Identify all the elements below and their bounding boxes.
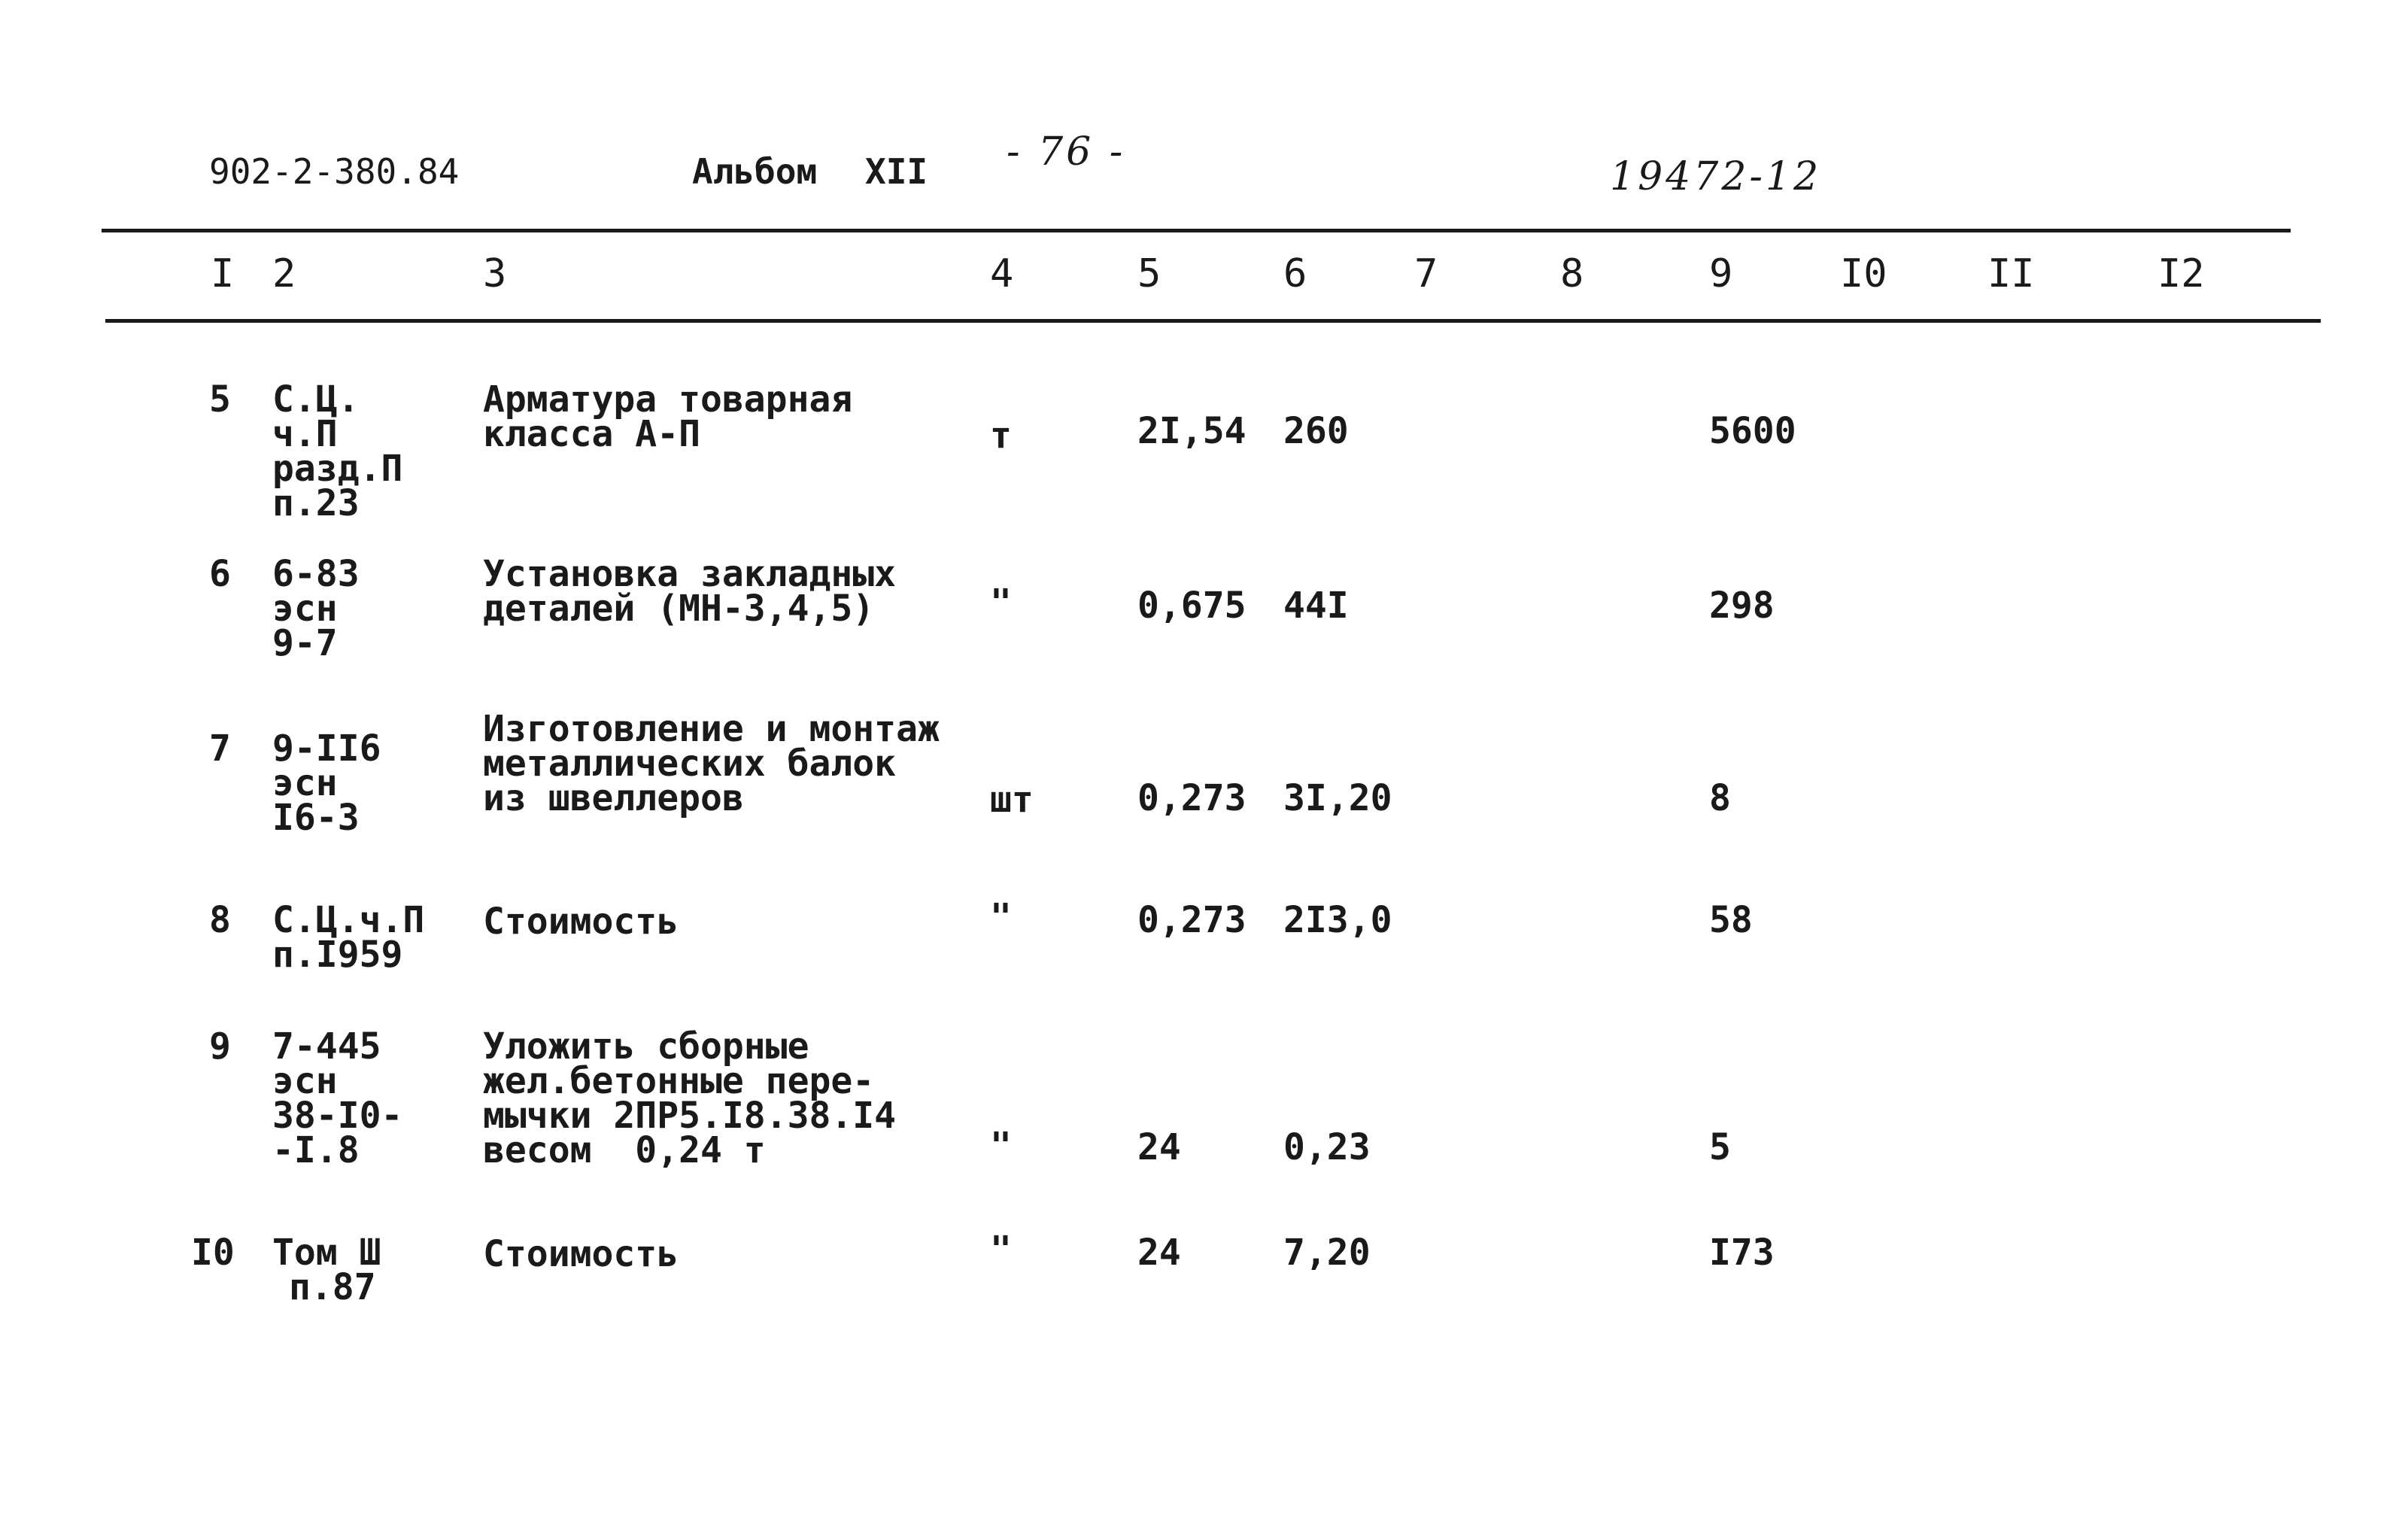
description-line: деталей (МН-3,4,5) xyxy=(483,588,875,630)
description-line: Уложить сборные xyxy=(483,1025,809,1068)
column-header-3: 3 xyxy=(483,251,507,296)
ref-line: разд.П xyxy=(272,448,403,490)
column-header-7: 7 xyxy=(1414,251,1438,296)
unit-price: 44I xyxy=(1283,585,1349,627)
unit: " xyxy=(990,1125,1012,1167)
unit: т xyxy=(990,415,1012,457)
description-line: металлических балок xyxy=(483,743,897,785)
column-header-9: 9 xyxy=(1709,251,1733,296)
row-number: 7 xyxy=(209,728,231,770)
unit-price: 2I3,0 xyxy=(1283,899,1392,941)
ref-line: эсн xyxy=(272,588,338,630)
ref-line: -I.8 xyxy=(272,1129,360,1171)
quantity: 24 xyxy=(1137,1232,1181,1274)
description-line: Установка закладных xyxy=(483,553,897,595)
inventory-number: 19472-12 xyxy=(1610,154,1822,199)
total-cost: 8 xyxy=(1709,777,1731,819)
header-bottom-rule xyxy=(105,319,2321,323)
ref-line: С.Ц. xyxy=(272,378,360,421)
column-header-11: II xyxy=(1987,251,2035,296)
column-header-8: 8 xyxy=(1560,251,1584,296)
description-line: Стоимость xyxy=(483,1233,679,1275)
quantity: 24 xyxy=(1137,1126,1181,1168)
unit-price: 3I,20 xyxy=(1283,777,1392,819)
total-cost: I73 xyxy=(1709,1232,1775,1274)
row-number: 8 xyxy=(209,899,231,941)
unit: шт xyxy=(990,779,1034,821)
quantity: 0,273 xyxy=(1137,777,1247,819)
quantity: 2I,54 xyxy=(1137,410,1247,452)
description-line: мычки 2ПР5.I8.38.I4 xyxy=(483,1095,897,1137)
quantity: 0,675 xyxy=(1137,585,1247,627)
description-line: весом 0,24 т xyxy=(483,1129,766,1171)
ref-line: 38-I0- xyxy=(272,1095,403,1137)
ref-line: 9-7 xyxy=(272,622,338,664)
description-line: Арматура товарная xyxy=(483,378,853,421)
row-number: 5 xyxy=(209,378,231,421)
ref-line: п.23 xyxy=(272,482,360,524)
column-header-12: I2 xyxy=(2157,251,2205,296)
album-number: XII xyxy=(865,151,928,192)
description-line: класса А-П xyxy=(483,413,700,455)
row-number: 6 xyxy=(209,553,231,595)
row-number: 9 xyxy=(209,1025,231,1068)
ref-line: п.I959 xyxy=(272,934,403,976)
row-number: I0 xyxy=(191,1232,235,1274)
ref-line: ч.П xyxy=(272,413,338,455)
unit-price: 260 xyxy=(1283,410,1349,452)
top-rule xyxy=(102,229,2291,232)
ref-line: I6-3 xyxy=(272,797,360,839)
ref-line: эсн xyxy=(272,762,338,804)
column-header-4: 4 xyxy=(990,251,1014,296)
unit: " xyxy=(990,582,1012,624)
column-header-5: 5 xyxy=(1137,251,1161,296)
unit: " xyxy=(990,1229,1012,1271)
ref-line: 7-445 xyxy=(272,1025,381,1068)
description-line: Изготовление и монтаж xyxy=(483,708,940,750)
ref-line: 6-83 xyxy=(272,553,360,595)
quantity: 0,273 xyxy=(1137,899,1247,941)
page-number: - 76 - xyxy=(1007,129,1126,175)
unit: " xyxy=(990,896,1012,938)
ref-line: Том Ш xyxy=(272,1232,381,1274)
total-cost: 5600 xyxy=(1709,410,1796,452)
ref-line: эсн xyxy=(272,1060,338,1102)
description-line: жел.бетонные пере- xyxy=(483,1060,875,1102)
total-cost: 298 xyxy=(1709,585,1775,627)
unit-price: 0,23 xyxy=(1283,1126,1371,1168)
album-label: Альбом xyxy=(692,151,818,192)
unit-price: 7,20 xyxy=(1283,1232,1371,1274)
column-header-1: I xyxy=(211,251,235,296)
description-line: Стоимость xyxy=(483,901,679,943)
document-code: 902-2-380.84 xyxy=(209,151,460,192)
column-header-2: 2 xyxy=(272,251,296,296)
column-header-6: 6 xyxy=(1283,251,1307,296)
ref-line: 9-II6 xyxy=(272,728,381,770)
ref-line: п.87 xyxy=(289,1266,376,1308)
total-cost: 5 xyxy=(1709,1126,1731,1168)
column-header-10: I0 xyxy=(1840,251,1887,296)
description-line: из швеллеров xyxy=(483,777,744,819)
ref-line: С.Ц.ч.П xyxy=(272,899,425,941)
total-cost: 58 xyxy=(1709,899,1753,941)
